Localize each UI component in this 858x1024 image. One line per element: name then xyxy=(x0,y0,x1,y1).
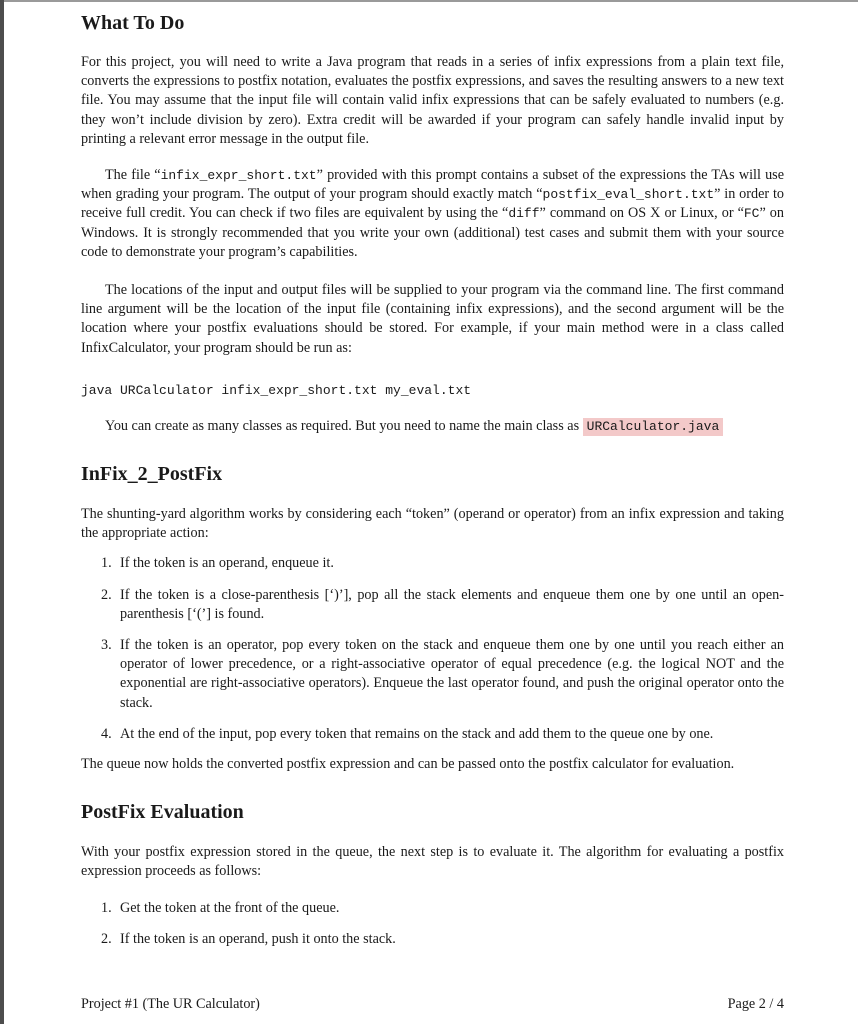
what-to-do-paragraph-1: For this project, you will need to write a Java program that reads in a series of infix expressions from a plain text file, converts the expressions to postfix notation, evaluates the postfix expressions, and saves the resulting answers to a new text file. You may assume that the input file will contain valid infix expressions that can be safely evaluated to numbers (e.g. they won’t include division by zero). Extra credit will be awarded if your program can safely handle invalid input by printing a relevant error message in the output file. xyxy=(81,54,784,147)
heading-infix-to-postfix: InFix_2_PostFix xyxy=(81,463,223,486)
p2-text-5: ” on Windows. It is strongly recommended that you write your own (additional) test cases and submit them with your source code to demonstrate your program’s capabilities. xyxy=(81,205,784,260)
filename-infix-expr-short: infix_expr_short.txt xyxy=(160,168,317,184)
main-class-name-highlight: URCalculator.java xyxy=(583,418,724,436)
heading-postfix-evaluation: PostFix Evaluation xyxy=(81,801,244,824)
postfix-steps xyxy=(81,899,784,949)
p2-text-2: ” provided with this prompt contains a subset of the expressions the TAs will use when grading your program. The output of your program should exactly match “ xyxy=(81,167,784,203)
list-item: 3. If the token is an operator, pop every token on the stack and enqueue them one by one until you reach either an operator of lower precedence, or a right-associative operator of equal precedence (e.g. the logical NOT and the exponential are right-associative operators). Enqueue the last operator found, and push the original operator onto the stack. xyxy=(101,637,784,711)
p2-text-1: The file “ xyxy=(105,167,161,184)
left-border xyxy=(0,0,4,1024)
list-item: 2. If the token is a close-parenthesis [‘)’], pop all the stack elements and enqueue them one by one until an open-parenthesis [‘(’] is found. xyxy=(101,586,784,622)
infix-outro-paragraph: The queue now holds the converted postfix expression and can be passed onto the postfix calculator for evaluation. xyxy=(81,756,735,773)
what-to-do-paragraph-2 xyxy=(81,166,784,262)
main-class-text: You can create as many classes as required. But you need to name the main class as xyxy=(105,417,580,434)
list-item: 4. At the end of the input, pop every token that remains on the stack and add them to the queue one by one. xyxy=(101,725,714,742)
list-item: 2. If the token is an operand, push it onto the stack. xyxy=(101,930,396,947)
command-fc: FC xyxy=(743,206,760,222)
command-diff: diff xyxy=(508,206,540,222)
footer-project-title: Project #1 (The UR Calculator) xyxy=(81,996,260,1012)
page-footer xyxy=(81,995,784,1014)
what-to-do-paragraph-3: The locations of the input and output files will be supplied to your program via the command line. The first command line argument will be the location of the input file (containing infix expressions), and the second argument will be the location where your postfix evaluations should be stored. For example, if your main method were in a class called InfixCalculator, your program should be run as: xyxy=(81,282,784,356)
list-item: 1. Get the token at the front of the queue. xyxy=(101,899,340,916)
heading-what-to-do: What To Do xyxy=(81,12,185,34)
command-line-example: java URCalculator infix_expr_short.txt my_eval.txt xyxy=(81,382,472,398)
document-page xyxy=(81,0,784,949)
p2-text-4: ” command on OS X or Linux, or “ xyxy=(539,205,744,222)
filename-postfix-eval-short: postfix_eval_short.txt xyxy=(542,187,715,203)
shunting-yard-steps xyxy=(81,554,784,744)
list-item: 1. If the token is an operand, enqueue it. xyxy=(101,555,334,572)
what-to-do-paragraph-4 xyxy=(81,417,784,436)
infix-intro-paragraph: The shunting-yard algorithm works by considering each “token” (operand or operator) from an infix expression and taking the appropriate action: xyxy=(81,506,784,542)
p2-text-3: ” in order to receive full credit. You can check if two files are equivalent by using the “ xyxy=(81,186,784,222)
footer-page-number: Page 2 / 4 xyxy=(727,996,784,1012)
postfix-intro-paragraph: With your postfix expression stored in the queue, the next step is to evaluate it. The algorithm for evaluating a postfix expression proceeds as follows: xyxy=(81,844,784,880)
